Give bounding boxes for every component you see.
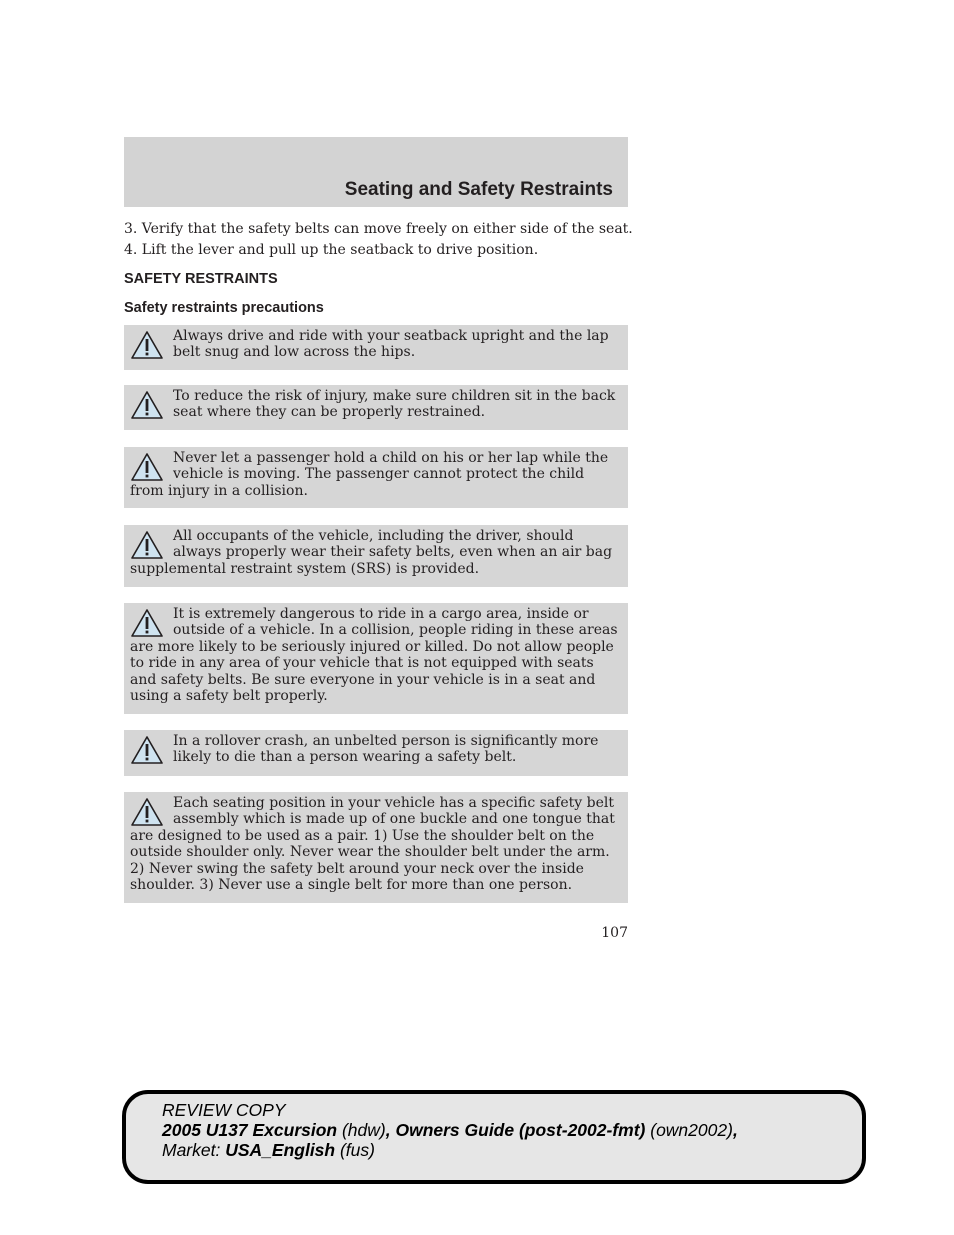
warning-text: To reduce the risk of injury, make sure children sit in the back seat where they can be properly restrained. xyxy=(173,388,616,421)
footer-guide: Owners Guide (post-2002-fmt) xyxy=(395,1120,646,1140)
warning-box xyxy=(124,603,628,714)
warning-triangle-icon xyxy=(130,530,164,560)
warning-box xyxy=(124,325,628,370)
section-header-band xyxy=(124,137,628,207)
footer-comma: , xyxy=(732,1120,738,1140)
warning-box xyxy=(124,447,628,508)
step-3: 3. Verify that the safety belts can move freely on either side of the seat. xyxy=(124,221,633,237)
warning-text: Each seating position in your vehicle has a specific safety belt assembly which is made up of one buckle and one tongue that are designed to be used as a pair. 1) Use the shoulder belt on the outside shoulder only. Never wear the shoulder belt under the arm. 2) Never swing the safety belt around your neck over the inside shoulder. 3) Never use a single belt for more than one person. xyxy=(130,795,615,894)
warning-text: In a rollover crash, an unbelted person is significantly more likely to die than a person wearing a safety belt. xyxy=(173,733,599,766)
footer-model: 2005 U137 Excursion xyxy=(162,1120,338,1140)
footer-comma: , xyxy=(385,1120,396,1140)
footer-market: USA_English xyxy=(225,1140,336,1160)
step-4: 4. Lift the lever and pull up the seatback to drive position. xyxy=(124,242,539,258)
warning-triangle-icon xyxy=(130,735,164,765)
review-copy-footer xyxy=(122,1090,866,1184)
warning-text: Always drive and ride with your seatback upright and the lap belt snug and low across the hips. xyxy=(173,328,609,361)
warning-box xyxy=(124,525,628,587)
warning-box xyxy=(124,792,628,903)
section-title: Seating and Safety Restraints xyxy=(344,179,613,200)
footer-review-copy: REVIEW COPY xyxy=(162,1100,286,1120)
warning-box xyxy=(124,385,628,430)
warning-text: All occupants of the vehicle, including the driver, should always properly wear their safety belts, even when an air bag supplemental restraint system (SRS) is provided. xyxy=(130,528,613,577)
footer-guide-code: (own2002) xyxy=(645,1120,733,1140)
warning-triangle-icon xyxy=(130,330,164,360)
warning-triangle-icon xyxy=(130,608,164,638)
warning-triangle-icon xyxy=(130,452,164,482)
section-heading: SAFETY RESTRAINTS xyxy=(124,271,278,287)
page-number: 107 xyxy=(601,925,628,941)
footer-model-code: (hdw) xyxy=(337,1120,386,1140)
subsection-heading: Safety restraints precautions xyxy=(124,300,324,316)
warning-text: Never let a passenger hold a child on his or her lap while the vehicle is moving. The passenger cannot protect the child from injury in a collision. xyxy=(130,450,609,499)
footer-text xyxy=(162,1100,738,1160)
warning-text: It is extremely dangerous to ride in a cargo area, inside or outside of a vehicle. In a collision, people riding in these areas are more likely to be seriously injured or killed. Do not allow people to ride in any area of your vehicle that is not equipped with seats and safety belts. Be sure everyone in your vehicle is in a seat and using a safety belt properly. xyxy=(130,606,618,705)
footer-market-code: (fus) xyxy=(335,1140,375,1160)
footer-market-label: Market: xyxy=(162,1140,226,1160)
warning-box xyxy=(124,730,628,776)
warning-triangle-icon xyxy=(130,797,164,827)
warning-triangle-icon xyxy=(130,390,164,420)
